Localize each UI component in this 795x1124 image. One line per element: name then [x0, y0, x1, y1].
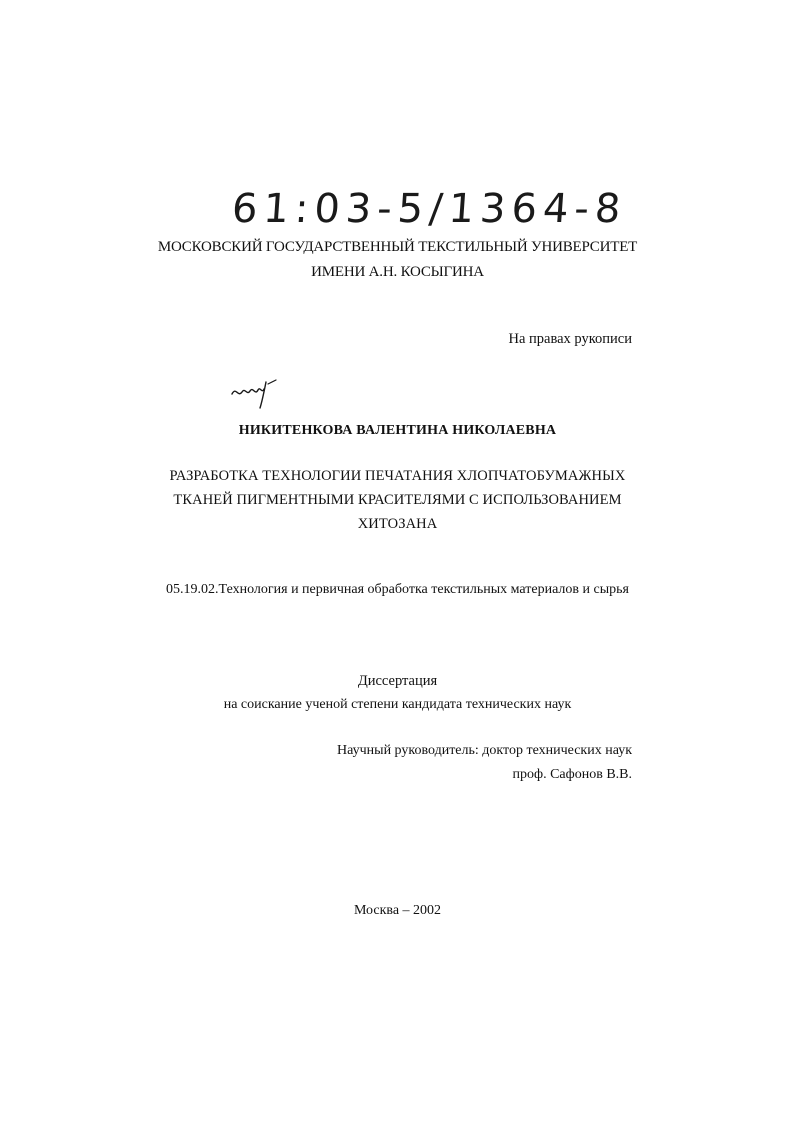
- handwritten-catalog-number: 61:03-5/1364-8: [230, 186, 628, 232]
- degree-purpose: на соискание ученой степени кандидата технических наук: [223, 697, 572, 712]
- institution-name-line1: МОСКОВСКИЙ ГОСУДАРСТВЕННЫЙ ТЕКСТИЛЬНЫЙ УНИВЕРСИТЕТ: [157, 239, 638, 255]
- supervisor-line1: Научный руководитель: доктор технических наук: [337, 743, 632, 758]
- dissertation-title-line3: ХИТОЗАНА: [357, 516, 438, 532]
- specialty-code: 05.19.02.Технология и первичная обработка текстильных материалов и сырья: [166, 582, 629, 597]
- author-name: НИКИТЕНКОВА ВАЛЕНТИНА НИКОЛАЕВНА: [238, 423, 557, 438]
- supervisor-line2: проф. Сафонов В.В.: [512, 767, 632, 782]
- rights-note: На правах рукописи: [508, 331, 632, 347]
- dissertation-label: Диссертация: [357, 673, 438, 689]
- dissertation-title-line1: РАЗРАБОТКА ТЕХНОЛОГИИ ПЕЧАТАНИЯ ХЛОПЧАТОБУМАЖНЫХ: [169, 468, 626, 484]
- dissertation-title-line2: ТКАНЕЙ ПИГМЕНТНЫМИ КРАСИТЕЛЯМИ С ИСПОЛЬЗОВАНИЕМ: [173, 492, 622, 508]
- handwritten-signature-icon: [228, 372, 288, 412]
- institution-name-line2: ИМЕНИ А.Н. КОСЫГИНА: [311, 264, 484, 280]
- city-year: Москва – 2002: [353, 903, 442, 918]
